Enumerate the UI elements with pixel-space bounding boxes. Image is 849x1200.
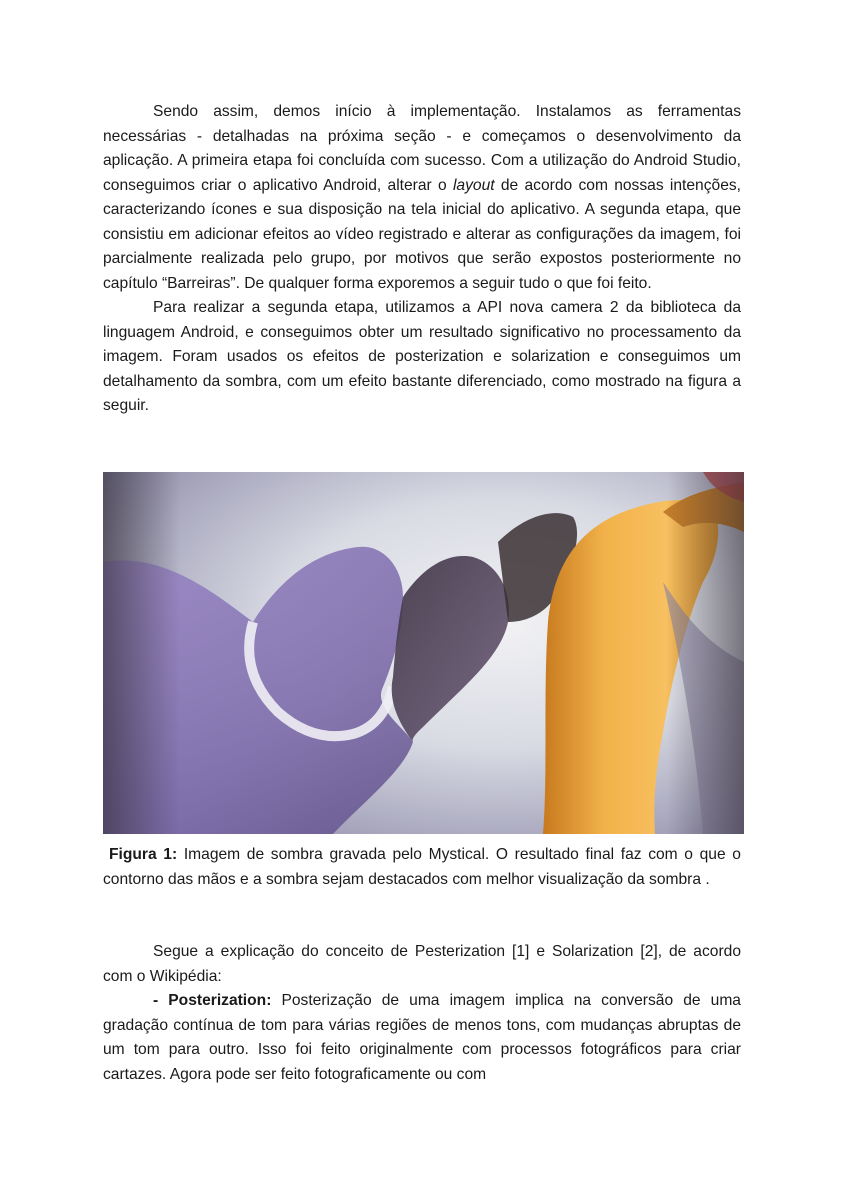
paragraph-posterization [103,989,741,1087]
figure-caption-label: Figura 1: [109,846,178,863]
body-text-top [103,100,741,419]
paragraph-implementation-part1: Sendo assim, demos início à implementação. Instalamos as ferramentas necessárias - detalhadas na próxima seção - e começamos o desenvolvimento da aplicação. A primeira etapa foi concluída com sucesso. Com a utilização do Android Studio, conseguimos criar o aplicativo Android, alterar o [103,103,741,194]
shadow-heart-photo [103,472,744,834]
paragraph-second-stage: Para realizar a segunda etapa, utilizamos a API nova camera 2 da biblioteca da linguagem Android, e conseguimos obter um resultado significativo no processamento da imagem. Foram usados os efeitos de posterization e solarization e conseguimos um detalhamento da sombra, com um efeito bastante diferenciado, como mostrado na figura a seguir. [103,299,741,414]
body-text-bottom [103,940,741,1087]
posterization-label: - Posterization: [153,992,272,1009]
figure-shadow-image [103,472,744,834]
layout-term: layout [452,176,495,194]
paragraph-concepts-intro: Segue a explicação do conceito de Pesterization [1] e Solarization [2], de acordo com o Wikipédia: [103,943,741,985]
paragraph-implementation [103,100,741,296]
paragraph-implementation-part2: de acordo com nossas intenções, caracterizando ícones e sua disposição na tela inicial do aplicativo. A segunda etapa, que consistiu em adicionar efeitos ao vídeo registrado e alterar as configurações da imagem, foi parcialmente realizada pelo grupo, por motivos que serão expostos posteriormente no capítulo “Barreiras”. De qualquer forma exporemos a seguir tudo o que foi feito. [103,176,741,292]
figure-caption [103,843,741,892]
figure-caption-text: Imagem de sombra gravada pelo Mystical. O resultado final faz com o que o contorno das mãos e a sombra sejam destacados com melhor visualização da sombra . [103,846,741,888]
posterization-text: Posterização de uma imagem implica na conversão de uma gradação contínua de tom para várias regiões de menos tons, com mudanças abruptas de um tom para outro. Isso foi feito originalmente com processos fotográficos para criar cartazes. Agora pode ser feito fotograficamente ou com [103,992,741,1083]
